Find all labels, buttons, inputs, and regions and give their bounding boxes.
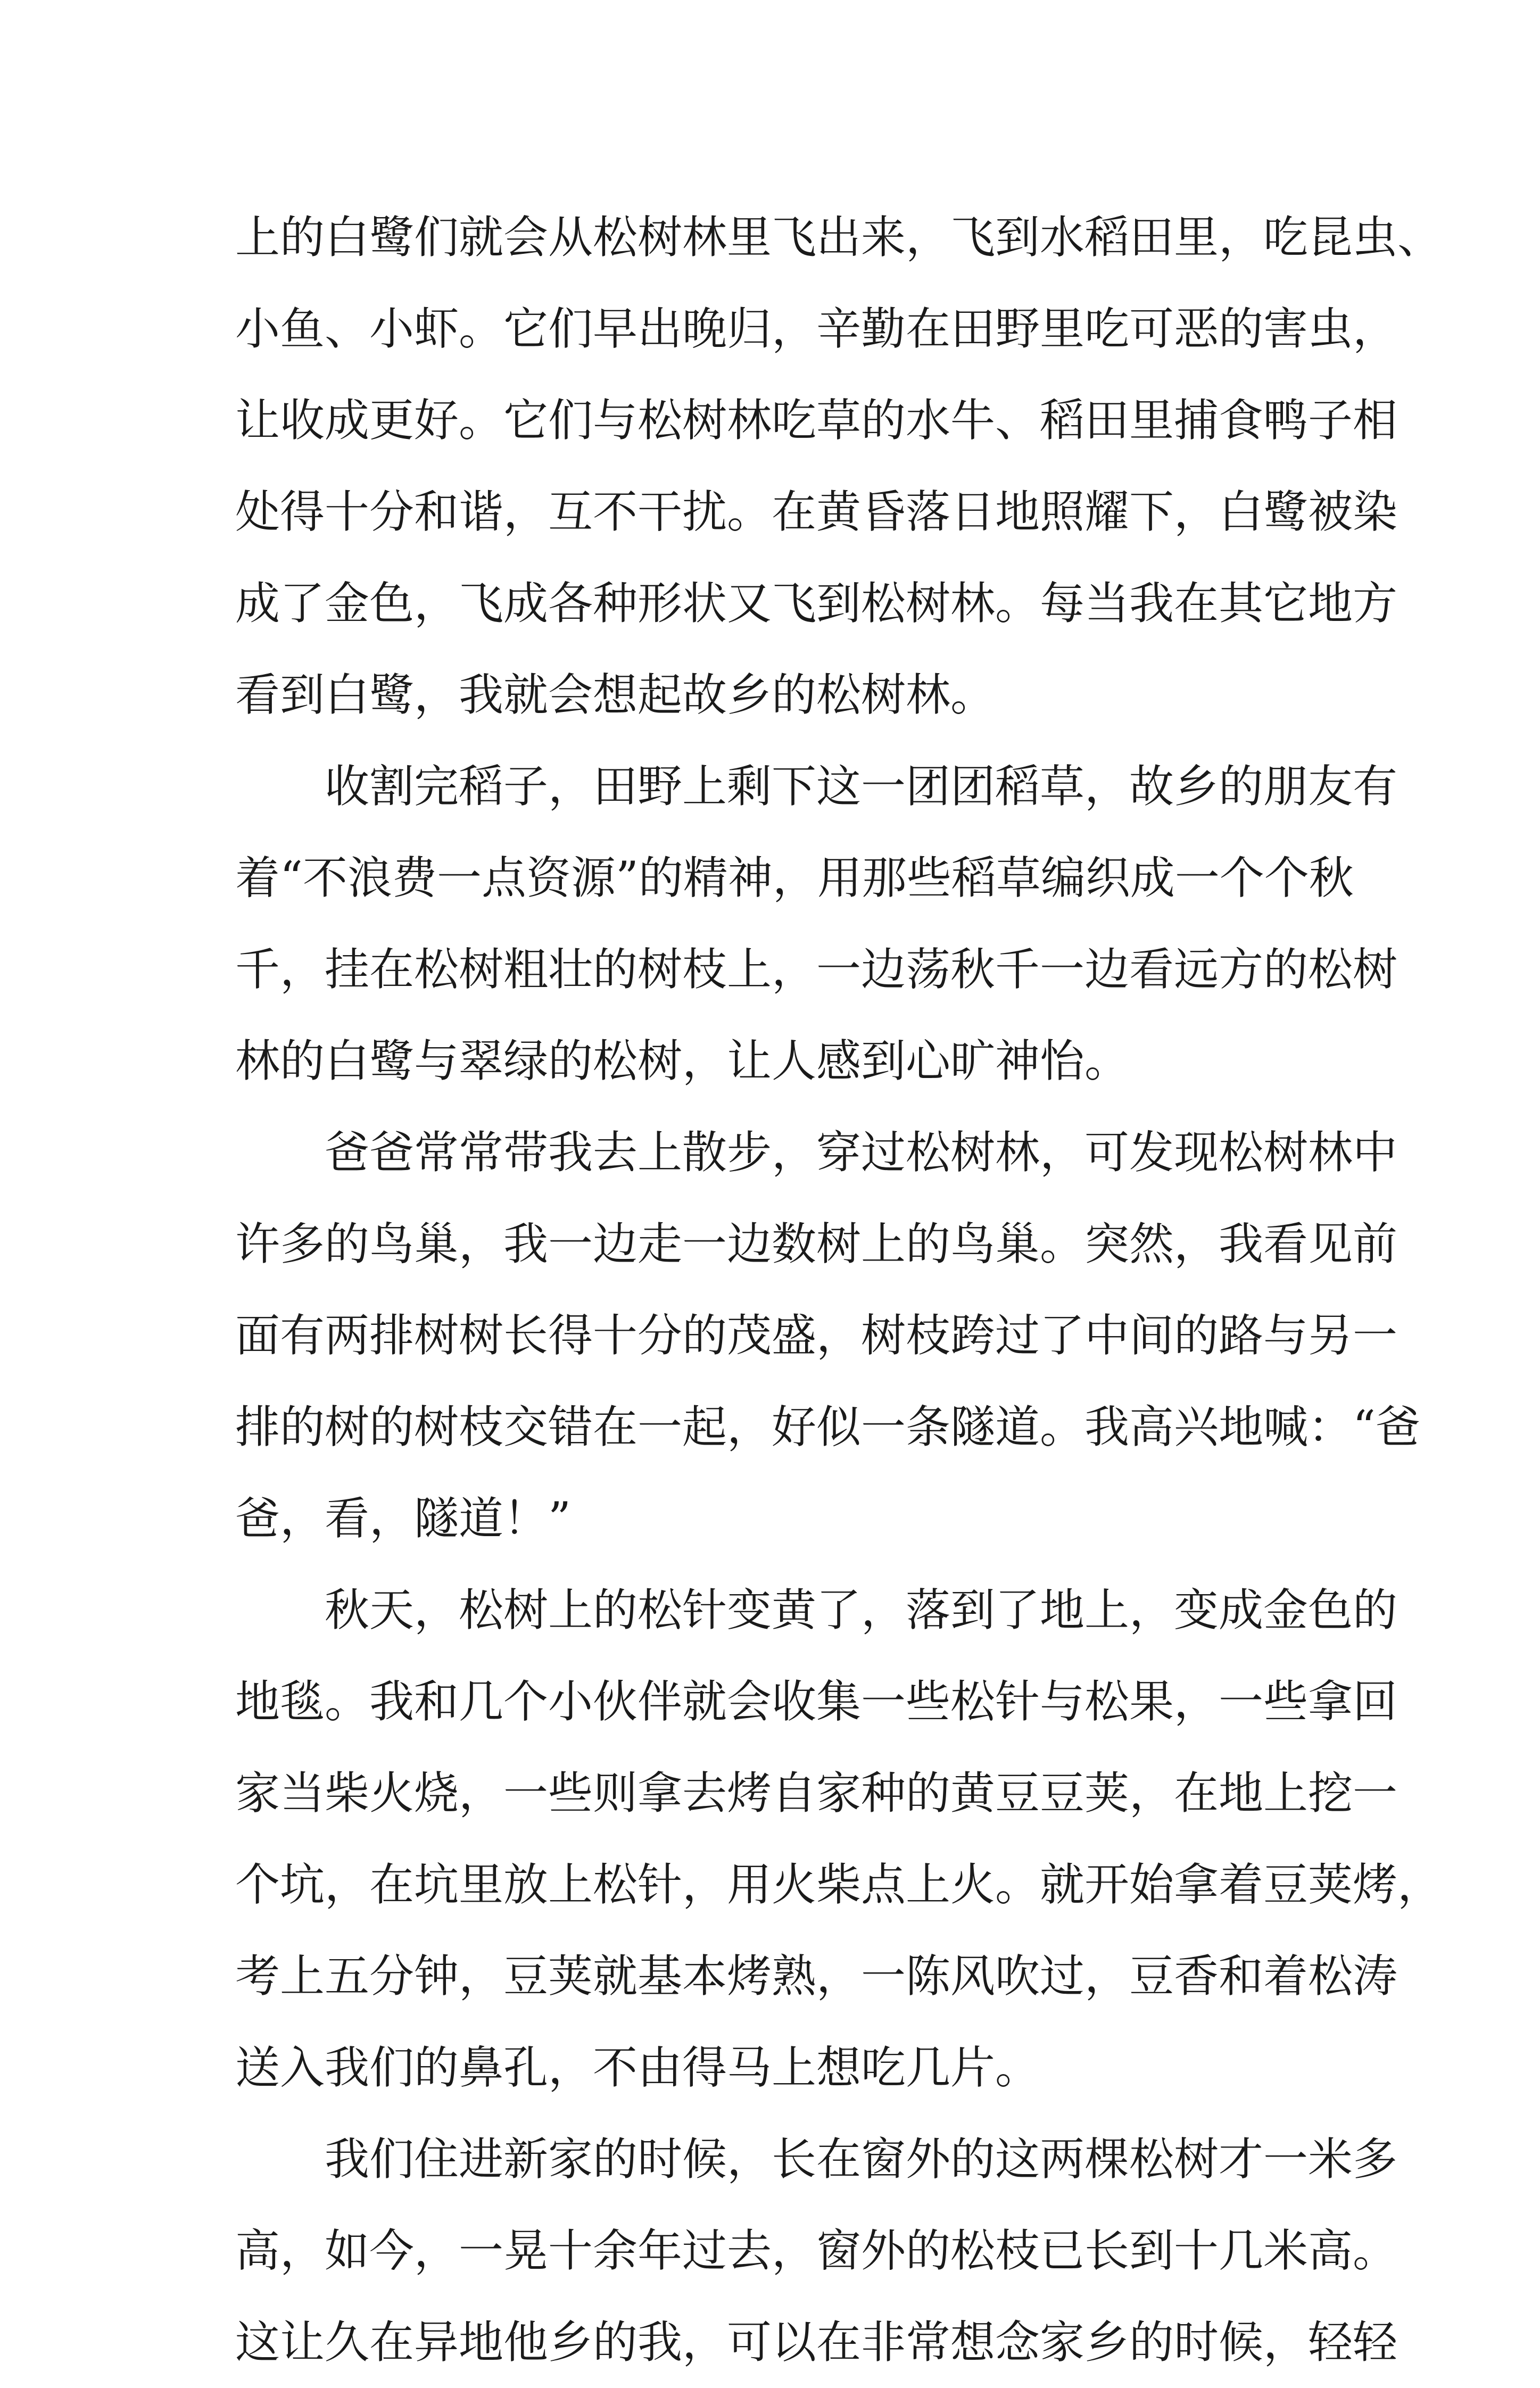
text-line: 面有两排树树长得十分的茂盛，树枝跨过了中间的路与另一 (235, 1309, 1398, 1362)
paragraph (235, 2113, 1398, 2388)
text-line: 成了金色，飞成各种形状又飞到松树林。每当我在其它地方 (235, 577, 1398, 629)
text-line: 千，挂在松树粗壮的树枝上，一边荡秋千一边看远方的松树 (235, 943, 1398, 996)
article-body (235, 192, 1443, 2388)
text-line: 爸爸常常带我去上散步，穿过松树林，可发现松树林中 (325, 1126, 1398, 1179)
text-line: 送入我们的鼻孔，不由得马上想吃几片。 (235, 2042, 1040, 2094)
text-line: 地毯。我和几个小伙伴就会收集一些松针与松果，一些拿回 (235, 1676, 1398, 1728)
text-line: 排的树的树枝交错在一起，好似一条隧道。我高兴地喊：“爸 (235, 1401, 1420, 1453)
text-line: 让收成更好。它们与松树林吃草的水牛、稻田里捕食鸭子相 (235, 394, 1398, 446)
text-line: 看到白鹭，我就会想起故乡的松树林。 (235, 669, 996, 721)
text-line: 许多的鸟巢，我一边走一边数树上的鸟巢。突然，我看见前 (235, 1218, 1398, 1270)
paragraph (235, 192, 1443, 741)
text-line: 收割完稻子，田野上剩下这一团团稻草，故乡的朋友有 (325, 760, 1398, 812)
paragraph (235, 1107, 1420, 1564)
text-line: 个坑，在坑里放上松针，用火柴点上火。就开始拿着豆荚烤， (235, 1859, 1443, 1911)
text-line: 考上五分钟，豆荚就基本烤熟，一陈风吹过，豆香和着松涛 (235, 1950, 1398, 2002)
text-line: 小鱼、小虾。它们早出晚归，辛勤在田野里吃可恶的害虫， (235, 303, 1398, 355)
paragraph (235, 741, 1398, 1107)
text-line: 高，如今，一晃十余年过去，窗外的松枝已长到十几米高。 (235, 2225, 1398, 2277)
text-line: 林的白鹭与翠绿的松树，让人感到心旷神怡。 (235, 1035, 1130, 1087)
text-line: 处得十分和谐，互不干扰。在黄昏落日地照耀下，白鹭被染 (235, 486, 1398, 538)
text-line: 家当柴火烧，一些则拿去烤自家种的黄豆豆荚，在地上挖一 (235, 1767, 1398, 1819)
text-line: 这让久在异地他乡的我，可以在非常想念家乡的时候，轻轻 (235, 2316, 1398, 2368)
text-line: 上的白鹭们就会从松树林里飞出来，飞到水稻田里，吃昆虫、 (235, 211, 1443, 263)
paragraph (235, 1564, 1443, 2113)
text-line: 爸，看，隧道！” (235, 1492, 571, 1545)
text-line: 着“不浪费一点资源”的精神，用那些稻草编织成一个个秋 (235, 852, 1354, 904)
text-line: 我们住进新家的时候，长在窗外的这两棵松树才一米多 (325, 2133, 1398, 2185)
text-line: 秋天，松树上的松针变黄了，落到了地上，变成金色的 (325, 1584, 1398, 1636)
